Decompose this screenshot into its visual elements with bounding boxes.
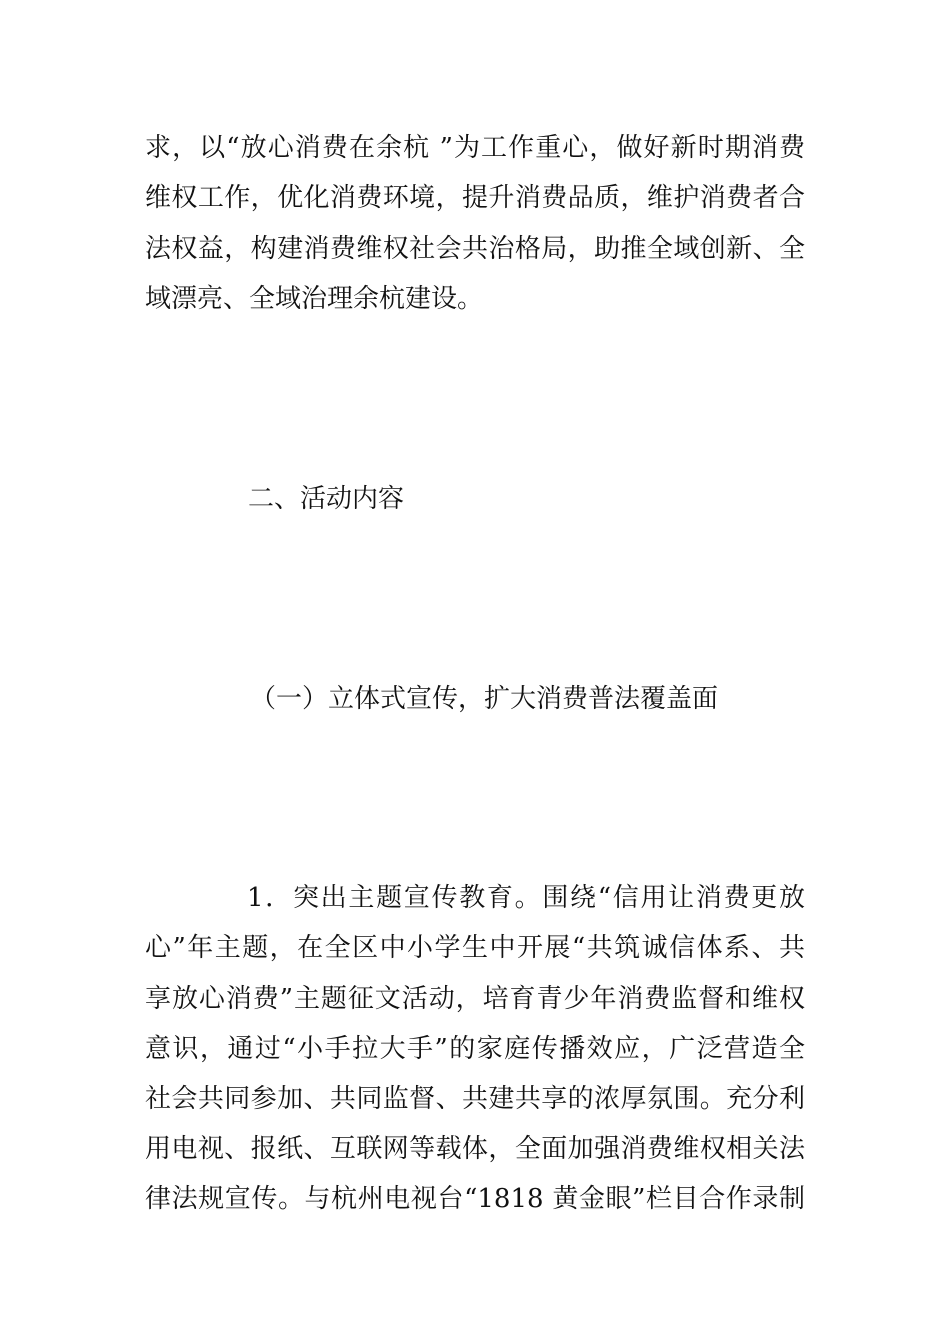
paragraph-line: 求，以“放心消费在余杭 ”为工作重心，做好新时期消费 bbox=[145, 133, 805, 163]
paragraph-line: 法权益，构建消费维权社会共治格局，助推全域创新、全 bbox=[145, 234, 805, 264]
paragraph-line: 社会共同参加、共同监督、共建共享的浓厚氛围。充分利 bbox=[145, 1084, 805, 1114]
paragraph-line: 1．突出主题宣传教育。围绕“信用让消费更放 bbox=[247, 883, 805, 913]
section-heading: 二、活动内容 bbox=[248, 484, 405, 514]
paragraph-line: 意识，通过“小手拉大手”的家庭传播效应，广泛营造全 bbox=[145, 1034, 805, 1064]
paragraph-line: 心”年主题，在全区中小学生中开展“共筑诚信体系、共 bbox=[145, 933, 805, 963]
paragraph-line: 律法规宣传。与杭州电视台“1818 黄金眼”栏目合作录制 bbox=[145, 1184, 805, 1214]
paragraph-line: 域漂亮、全域治理余杭建设。 bbox=[145, 284, 484, 314]
subsection-heading: （一）立体式宣传，扩大消费普法覆盖面 bbox=[250, 684, 719, 714]
paragraph-line: 用电视、报纸、互联网等载体，全面加强消费维权相关法 bbox=[145, 1134, 805, 1164]
paragraph-line: 享放心消费”主题征文活动，培育青少年消费监督和维权 bbox=[145, 984, 805, 1014]
paragraph-line: 维权工作，优化消费环境，提升消费品质，维护消费者合 bbox=[145, 183, 805, 213]
